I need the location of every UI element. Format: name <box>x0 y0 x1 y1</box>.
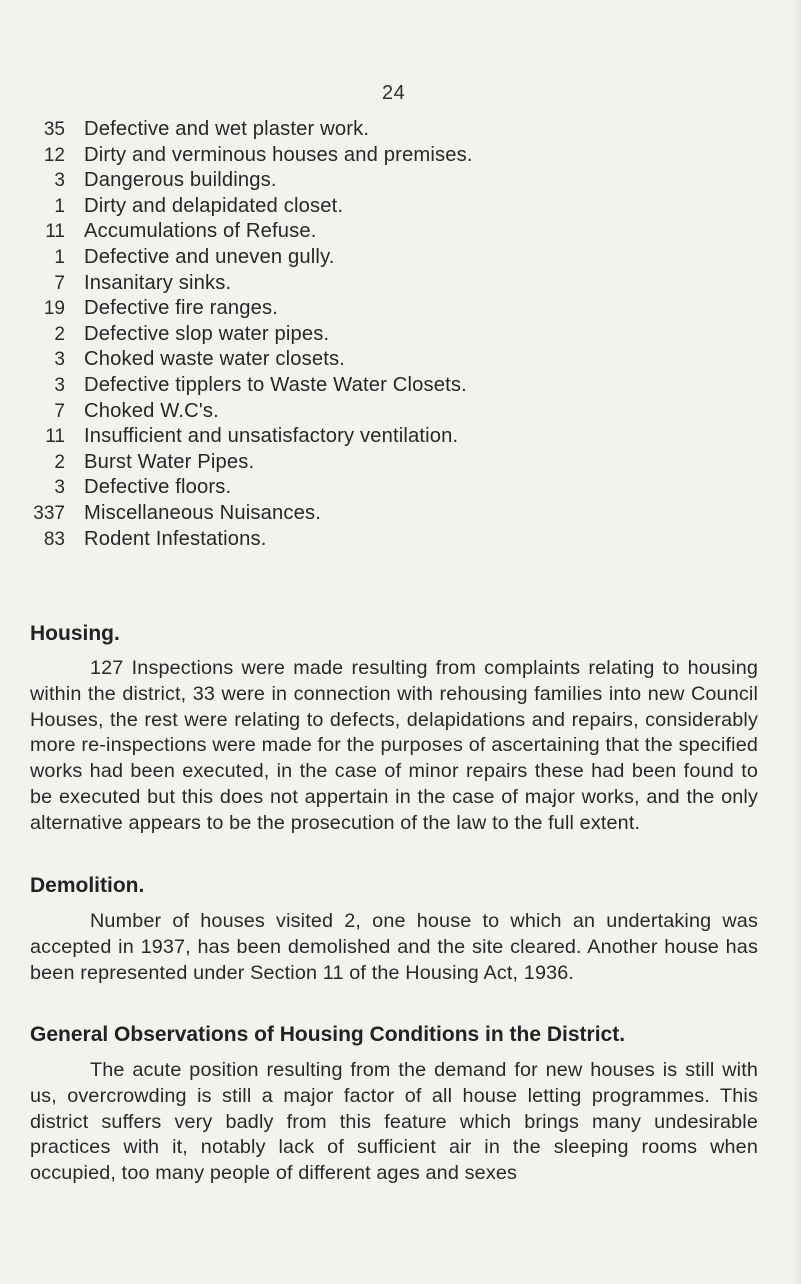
list-item <box>0 527 801 553</box>
list-item <box>0 271 801 297</box>
general-observations-paragraph: The acute position resulting from the demand for new houses is still with us, overcrowding is still a major factor of all house letting programmes. This district suffers very badly from this feature which brings many undesirable practices with it, notably lack of sufficient air in the sleeping rooms when occupied, too many people of different ages and sexes <box>30 1059 758 1185</box>
housing-paragraph: 127 Inspections were made resulting from complaints relating to housing within the district, 33 were in connection with rehousing families into new Council Houses, the rest were relating to defects, delapidations and repairs, considerably more re-inspections were made for the purposes of ascertaining that the specified works had been executed, in the case of minor repairs these had been found to be executed but this does not appertain in the case of major works, and the only alternative appears to be the prosecution of the law to the full extent. <box>30 657 758 834</box>
item-text: Defective fire ranges. <box>84 297 279 320</box>
item-text: Dirty and verminous houses and premises. <box>84 143 473 166</box>
item-count: 3 <box>54 170 65 192</box>
item-count: 11 <box>45 426 65 448</box>
list-item <box>0 424 801 450</box>
item-count: 3 <box>54 349 65 371</box>
item-text: Insanitary sinks. <box>84 271 232 294</box>
list-item <box>0 322 801 348</box>
item-text: Accumulations of Refuse. <box>84 220 317 243</box>
item-count: 35 <box>43 119 65 140</box>
general-observations-heading: General Observations of Housing Conditions in the District. <box>30 1023 626 1046</box>
housing-heading: Housing. <box>30 622 120 645</box>
list-item <box>0 245 801 271</box>
demolition-paragraph: Number of houses visited 2, one house to which an undertaking was accepted in 1937, has been demolished and the site cleared. Another house has been represented under Section 11 of the Housing Act, 1936. <box>30 910 758 984</box>
item-count: 1 <box>54 246 65 268</box>
item-text: Choked waste water closets. <box>84 348 345 371</box>
item-count: 11 <box>45 221 65 243</box>
item-count: 337 <box>33 502 65 524</box>
item-text: Dangerous buildings. <box>84 169 277 192</box>
item-text: Defective tipplers to Waste Water Closets. <box>84 373 467 396</box>
item-count: 2 <box>54 451 65 473</box>
item-text: Defective and uneven gully. <box>84 245 335 268</box>
item-count: 7 <box>54 400 65 422</box>
item-text: Dirty and delapidated closet. <box>84 194 344 217</box>
item-count: 7 <box>54 272 65 294</box>
item-text: Burst Water Pipes. <box>84 450 255 473</box>
item-count: 19 <box>43 298 65 320</box>
list-item <box>0 296 801 322</box>
item-text: Choked W.C's. <box>84 399 219 422</box>
item-text: Insufficient and unsatisfactory ventilation. <box>84 425 459 448</box>
list-item <box>0 399 801 425</box>
item-text: Miscellaneous Nuisances. <box>84 501 321 524</box>
list-item <box>0 501 801 527</box>
list-item <box>0 475 801 501</box>
item-count: 2 <box>54 323 65 345</box>
item-count: 12 <box>43 144 65 166</box>
list-item <box>0 219 801 245</box>
list-item <box>0 194 801 220</box>
page-number: 24 <box>382 82 406 104</box>
list-item <box>0 347 801 373</box>
demolition-heading: Demolition. <box>30 874 145 897</box>
item-text: Defective and wet plaster work. <box>84 118 370 140</box>
item-text: Defective slop water pipes. <box>84 322 330 345</box>
item-count: 83 <box>43 528 65 550</box>
list-item <box>0 143 801 169</box>
list-item <box>0 373 801 399</box>
item-count: 1 <box>54 195 65 217</box>
list-item <box>0 450 801 476</box>
item-text: Rodent Infestations. <box>84 527 267 550</box>
list-item <box>0 117 801 143</box>
item-count: 3 <box>54 477 65 499</box>
nuisance-list <box>0 117 801 552</box>
list-item <box>0 168 801 194</box>
item-count: 3 <box>54 374 65 396</box>
item-text: Defective floors. <box>84 476 232 499</box>
